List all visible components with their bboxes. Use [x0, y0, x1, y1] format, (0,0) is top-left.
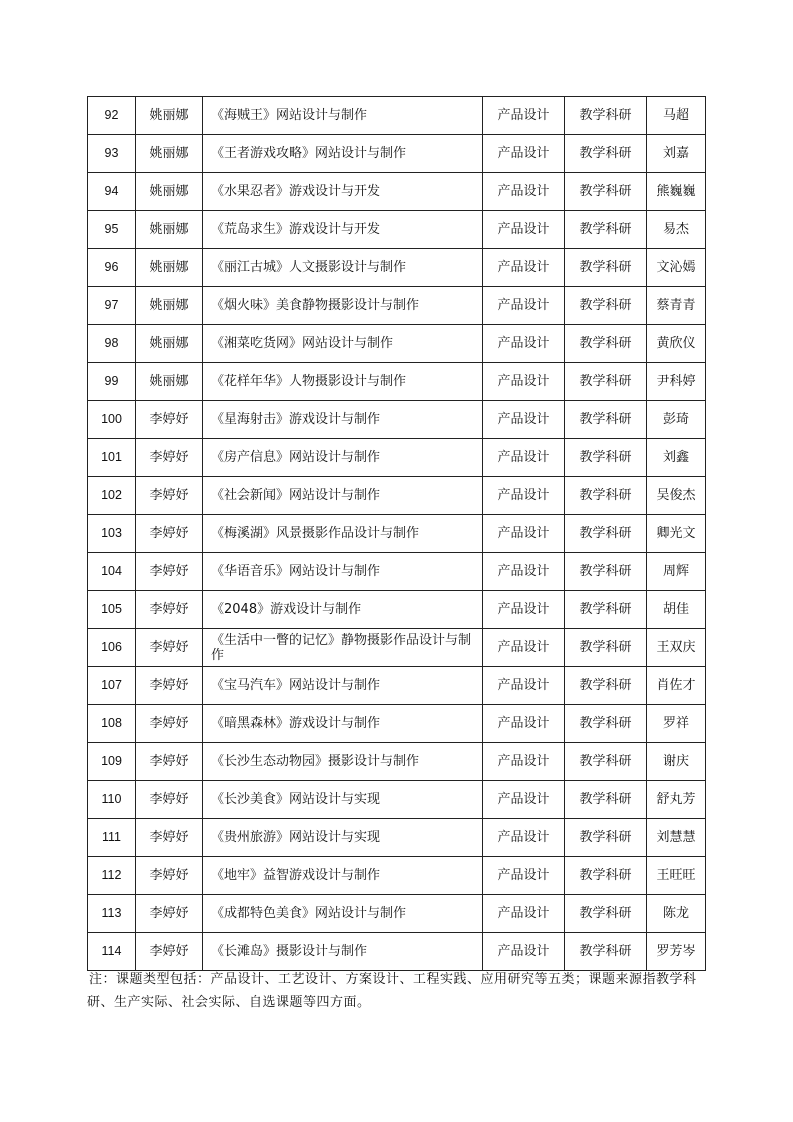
- advisor-name: 姚丽娜: [136, 135, 203, 173]
- row-number: 98: [88, 325, 136, 363]
- project-source: 教学科研: [565, 553, 647, 591]
- project-title: 《梅溪湖》风景摄影作品设计与制作: [203, 515, 483, 553]
- table-row: [88, 553, 706, 591]
- project-source: 教学科研: [565, 705, 647, 743]
- table-row: [88, 591, 706, 629]
- project-source: 教学科研: [565, 933, 647, 971]
- table-row: [88, 819, 706, 857]
- table-row: [88, 363, 706, 401]
- row-number: 112: [88, 857, 136, 895]
- advisor-name: 李婷妤: [136, 781, 203, 819]
- student-name: 王旺旺: [647, 857, 706, 895]
- row-number: 92: [88, 97, 136, 135]
- project-source: 教学科研: [565, 743, 647, 781]
- project-source: 教学科研: [565, 591, 647, 629]
- advisor-name: 李婷妤: [136, 629, 203, 667]
- table-row: [88, 173, 706, 211]
- project-title: 《花样年华》人物摄影设计与制作: [203, 363, 483, 401]
- row-number: 93: [88, 135, 136, 173]
- advisor-name: 李婷妤: [136, 439, 203, 477]
- table-row: [88, 211, 706, 249]
- student-name: 罗祥: [647, 705, 706, 743]
- student-name: 卿光文: [647, 515, 706, 553]
- project-title: 《烟火味》美食静物摄影设计与制作: [203, 287, 483, 325]
- student-name: 熊巍巍: [647, 173, 706, 211]
- student-name: 文沁嫣: [647, 249, 706, 287]
- row-number: 100: [88, 401, 136, 439]
- project-type: 产品设计: [483, 857, 565, 895]
- project-type: 产品设计: [483, 363, 565, 401]
- advisor-name: 李婷妤: [136, 401, 203, 439]
- row-number: 106: [88, 629, 136, 667]
- row-number: 103: [88, 515, 136, 553]
- advisor-name: 李婷妤: [136, 743, 203, 781]
- project-source: 教学科研: [565, 477, 647, 515]
- project-type: 产品设计: [483, 629, 565, 667]
- project-title: 《华语音乐》网站设计与制作: [203, 553, 483, 591]
- table-row: [88, 249, 706, 287]
- project-type: 产品设计: [483, 781, 565, 819]
- project-title: 《房产信息》网站设计与制作: [203, 439, 483, 477]
- project-type: 产品设计: [483, 249, 565, 287]
- project-table: [87, 96, 706, 971]
- project-source: 教学科研: [565, 895, 647, 933]
- row-number: 113: [88, 895, 136, 933]
- row-number: 96: [88, 249, 136, 287]
- row-number: 111: [88, 819, 136, 857]
- project-type: 产品设计: [483, 325, 565, 363]
- student-name: 罗芳岑: [647, 933, 706, 971]
- table-row: [88, 629, 706, 667]
- student-name: 刘鑫: [647, 439, 706, 477]
- row-number: 114: [88, 933, 136, 971]
- project-source: 教学科研: [565, 629, 647, 667]
- student-name: 肖佐才: [647, 667, 706, 705]
- table-row: [88, 705, 706, 743]
- row-number: 107: [88, 667, 136, 705]
- project-table-container: [87, 96, 705, 971]
- project-source: 教学科研: [565, 135, 647, 173]
- project-title: 《荒岛求生》游戏设计与开发: [203, 211, 483, 249]
- table-row: [88, 781, 706, 819]
- table-row: [88, 933, 706, 971]
- advisor-name: 李婷妤: [136, 819, 203, 857]
- advisor-name: 李婷妤: [136, 515, 203, 553]
- row-number: 104: [88, 553, 136, 591]
- advisor-name: 姚丽娜: [136, 211, 203, 249]
- row-number: 97: [88, 287, 136, 325]
- table-row: [88, 287, 706, 325]
- project-type: 产品设计: [483, 743, 565, 781]
- table-row: [88, 857, 706, 895]
- advisor-name: 姚丽娜: [136, 249, 203, 287]
- student-name: 易杰: [647, 211, 706, 249]
- student-name: 吴俊杰: [647, 477, 706, 515]
- project-title: 《湘菜吃货网》网站设计与制作: [203, 325, 483, 363]
- project-title: 《长沙生态动物园》摄影设计与制作: [203, 743, 483, 781]
- project-title: 《2048》游戏设计与制作: [203, 591, 483, 629]
- advisor-name: 李婷妤: [136, 933, 203, 971]
- row-number: 95: [88, 211, 136, 249]
- advisor-name: 姚丽娜: [136, 363, 203, 401]
- student-name: 刘慧慧: [647, 819, 706, 857]
- project-source: 教学科研: [565, 173, 647, 211]
- project-type: 产品设计: [483, 591, 565, 629]
- project-title: 《贵州旅游》网站设计与实现: [203, 819, 483, 857]
- project-type: 产品设计: [483, 819, 565, 857]
- student-name: 舒丸芳: [647, 781, 706, 819]
- project-title: 《地牢》益智游戏设计与制作: [203, 857, 483, 895]
- project-table-body: [88, 97, 706, 971]
- project-title: 《成都特色美食》网站设计与制作: [203, 895, 483, 933]
- project-type: 产品设计: [483, 515, 565, 553]
- project-type: 产品设计: [483, 97, 565, 135]
- project-title: 《社会新闻》网站设计与制作: [203, 477, 483, 515]
- student-name: 刘嘉: [647, 135, 706, 173]
- project-type: 产品设计: [483, 439, 565, 477]
- row-number: 94: [88, 173, 136, 211]
- advisor-name: 李婷妤: [136, 895, 203, 933]
- advisor-name: 李婷妤: [136, 477, 203, 515]
- row-number: 109: [88, 743, 136, 781]
- student-name: 陈龙: [647, 895, 706, 933]
- advisor-name: 李婷妤: [136, 857, 203, 895]
- advisor-name: 姚丽娜: [136, 97, 203, 135]
- project-source: 教学科研: [565, 667, 647, 705]
- table-row: [88, 97, 706, 135]
- project-title: 《长沙美食》网站设计与实现: [203, 781, 483, 819]
- project-type: 产品设计: [483, 705, 565, 743]
- project-source: 教学科研: [565, 819, 647, 857]
- project-title: 《水果忍者》游戏设计与开发: [203, 173, 483, 211]
- table-row: [88, 743, 706, 781]
- student-name: 周辉: [647, 553, 706, 591]
- advisor-name: 李婷妤: [136, 591, 203, 629]
- student-name: 蔡青青: [647, 287, 706, 325]
- advisor-name: 姚丽娜: [136, 287, 203, 325]
- table-row: [88, 401, 706, 439]
- project-title: 《生活中一瞥的记忆》静物摄影作品设计与制作: [203, 629, 483, 667]
- advisor-name: 姚丽娜: [136, 173, 203, 211]
- student-name: 谢庆: [647, 743, 706, 781]
- advisor-name: 姚丽娜: [136, 325, 203, 363]
- row-number: 105: [88, 591, 136, 629]
- student-name: 王双庆: [647, 629, 706, 667]
- project-type: 产品设计: [483, 173, 565, 211]
- table-row: [88, 667, 706, 705]
- table-row: [88, 135, 706, 173]
- student-name: 尹科婷: [647, 363, 706, 401]
- student-name: 马超: [647, 97, 706, 135]
- project-type: 产品设计: [483, 135, 565, 173]
- student-name: 黄欣仪: [647, 325, 706, 363]
- project-source: 教学科研: [565, 515, 647, 553]
- project-title: 《星海射击》游戏设计与制作: [203, 401, 483, 439]
- project-type: 产品设计: [483, 401, 565, 439]
- row-number: 101: [88, 439, 136, 477]
- project-title: 《暗黑森林》游戏设计与制作: [203, 705, 483, 743]
- project-source: 教学科研: [565, 97, 647, 135]
- project-type: 产品设计: [483, 553, 565, 591]
- table-footnote: 注：课题类型包括：产品设计、工艺设计、方案设计、工程实践、应用研究等五类；课题来源指教学科研、生产实际、社会实际、自选课题等四方面。: [87, 972, 697, 1010]
- project-type: 产品设计: [483, 667, 565, 705]
- row-number: 108: [88, 705, 136, 743]
- project-source: 教学科研: [565, 781, 647, 819]
- project-title: 《王者游戏攻略》网站设计与制作: [203, 135, 483, 173]
- table-row: [88, 325, 706, 363]
- project-source: 教学科研: [565, 857, 647, 895]
- project-title: 《宝马汽车》网站设计与制作: [203, 667, 483, 705]
- project-type: 产品设计: [483, 287, 565, 325]
- project-source: 教学科研: [565, 401, 647, 439]
- project-title: 《海贼王》网站设计与制作: [203, 97, 483, 135]
- project-source: 教学科研: [565, 439, 647, 477]
- row-number: 99: [88, 363, 136, 401]
- project-source: 教学科研: [565, 363, 647, 401]
- table-row: [88, 515, 706, 553]
- table-row: [88, 439, 706, 477]
- project-type: 产品设计: [483, 211, 565, 249]
- student-name: 彭琦: [647, 401, 706, 439]
- advisor-name: 李婷妤: [136, 705, 203, 743]
- project-title: 《长滩岛》摄影设计与制作: [203, 933, 483, 971]
- student-name: 胡佳: [647, 591, 706, 629]
- table-row: [88, 477, 706, 515]
- project-source: 教学科研: [565, 287, 647, 325]
- project-title: 《丽江古城》人文摄影设计与制作: [203, 249, 483, 287]
- project-source: 教学科研: [565, 211, 647, 249]
- row-number: 110: [88, 781, 136, 819]
- project-type: 产品设计: [483, 895, 565, 933]
- project-source: 教学科研: [565, 325, 647, 363]
- advisor-name: 李婷妤: [136, 553, 203, 591]
- row-number: 102: [88, 477, 136, 515]
- project-source: 教学科研: [565, 249, 647, 287]
- advisor-name: 李婷妤: [136, 667, 203, 705]
- project-type: 产品设计: [483, 477, 565, 515]
- project-type: 产品设计: [483, 933, 565, 971]
- table-row: [88, 895, 706, 933]
